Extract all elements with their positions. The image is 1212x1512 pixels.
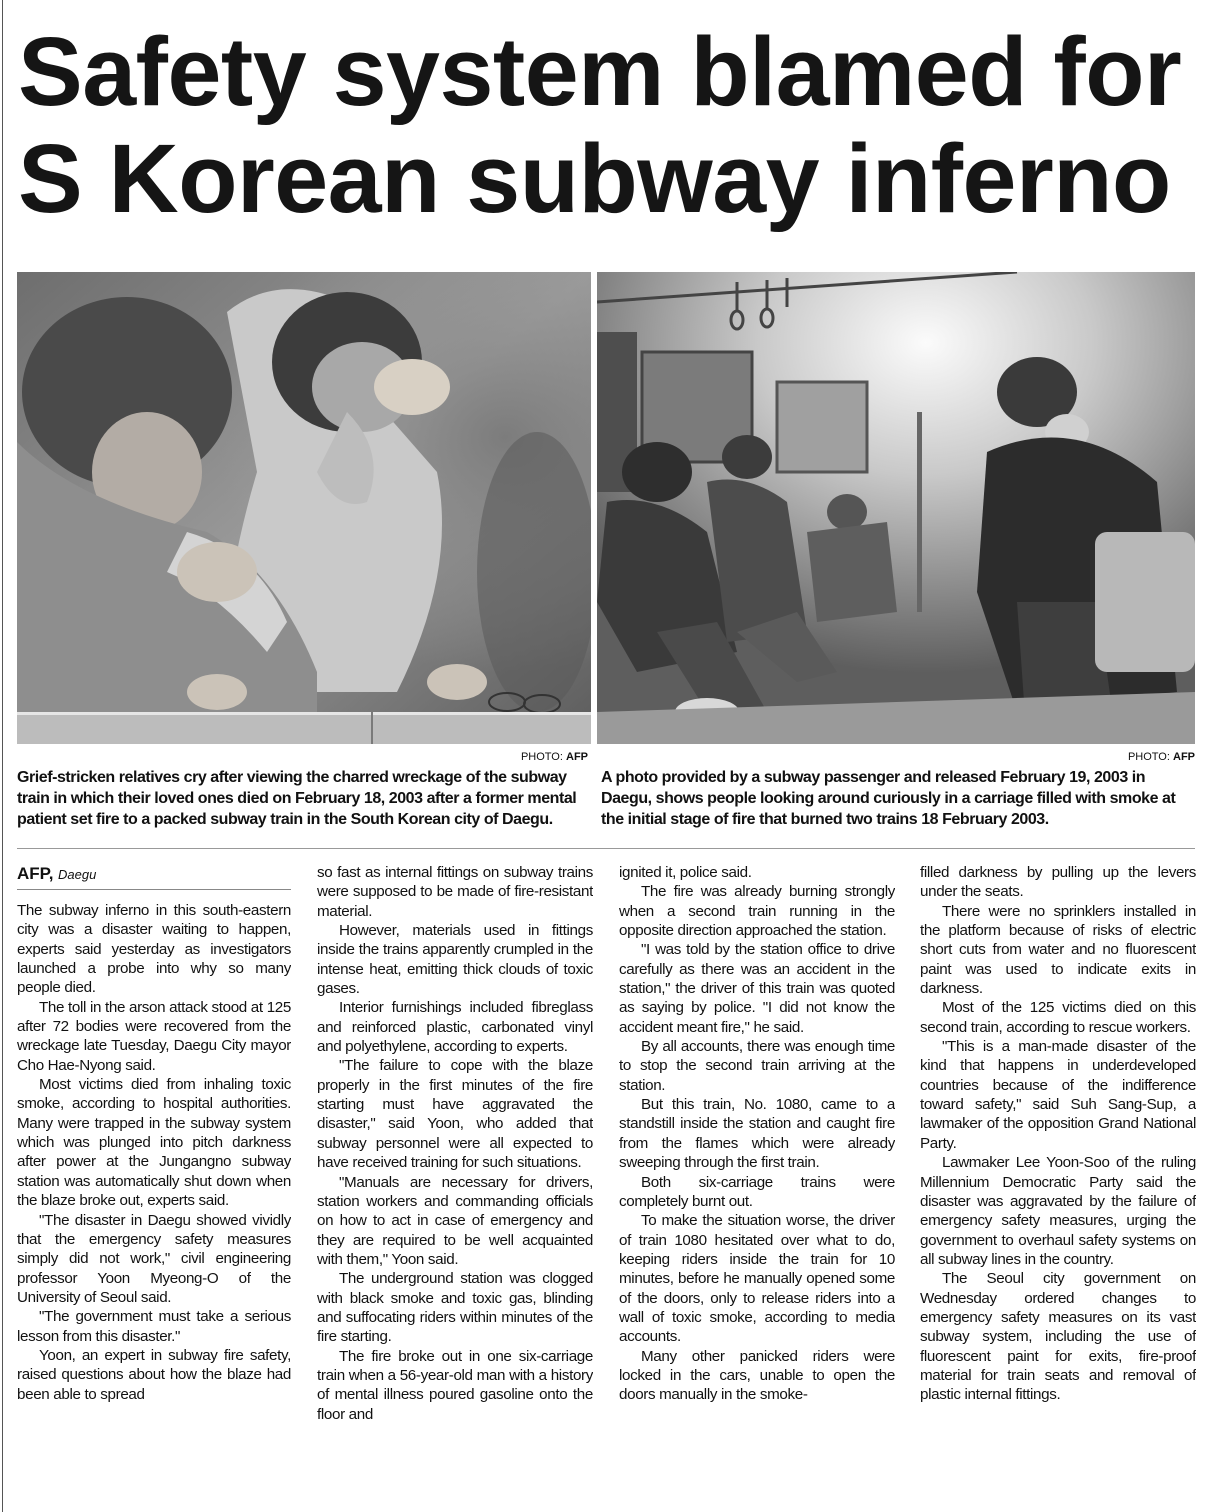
article-paragraph: The subway inferno in this south-eastern city was a disaster waiting to happen, experts said yesterday as investigators launched a probe into why so many people died. — [17, 902, 291, 997]
page-border-line — [2, 0, 3, 1512]
article-paragraph: The fire broke out in one six-carriage train when a 56-year-old man with a history of mental illness poured gasoline onto the floor and — [317, 1347, 593, 1423]
photo-credit — [460, 751, 588, 764]
article-paragraph: The fire was already burning strongly when a second train running in the opposite direction approached the station. — [619, 883, 895, 940]
credit-source: AFP — [1173, 751, 1195, 763]
article-column-4 — [920, 863, 1196, 1509]
article-paragraph: However, materials used in fittings inside the trains apparently crumpled in the intense heat, emitting thick clouds of toxic gases. — [317, 922, 593, 998]
headline: Safety system blamed for S Korean subway inferno — [18, 17, 1182, 233]
photo-smoke-filled-carriage — [597, 272, 1195, 744]
article-paragraph: The underground station was clogged with black smoke and toxic gas, blinding and suffocating riders within minutes of the fire starting. — [317, 1270, 593, 1346]
article-paragraph: But this train, No. 1080, came to a standstill inside the station and caught fire from the flames which were already sweeping through the first train. — [619, 1096, 895, 1172]
byline-place: Daegu — [58, 867, 97, 882]
credit-prefix: PHOTO: — [1127, 751, 1170, 763]
article-paragraph: ignited it, police said. — [619, 864, 752, 881]
article-column-1 — [17, 901, 291, 1509]
article-paragraph: There were no sprinklers installed in the platform because of risks of electric short cuts from water and no fluorescent paint was used to indicate exits in darkness. — [920, 902, 1196, 998]
photo-caption: A photo provided by a subway passenger and released February 19, 2003 in Daegu, shows people looking around curiously in a carriage filled with smoke at the initial stage of fire that burned two trains 18 February 2003. — [601, 769, 1176, 828]
article-paragraph: "The failure to cope with the blaze properly in the first minutes of the fire starting must have aggravated the disaster," said Yoon, who added that subway personnel were all expected to have received training for such situations. — [317, 1057, 593, 1172]
article-paragraph: so fast as internal fittings on subway trains were supposed to be made of fire-resistant material. — [317, 864, 593, 920]
article-paragraph: "I was told by the station office to drive carefully as there was an accident in the station," the driver of this train was quoted as saying by police. "I did not know the accident meant fire," he said. — [619, 941, 895, 1036]
photo-caption: Grief-stricken relatives cry after viewing the charred wreckage of the subway train in which their loved ones died on February 18, 2003 after a former mental patient set fire to a packed subway train in the South Korean city of Daegu. — [17, 769, 577, 828]
credit-source: AFP — [566, 751, 588, 763]
article-paragraph: Interior furnishings included fibreglass and reinforced plastic, carbonated vinyl and polyethylene, according to experts. — [317, 999, 593, 1056]
article-paragraph: Both six-carriage trains were completely burnt out. — [619, 1173, 895, 1210]
article-paragraph: Most victims died from inhaling toxic smoke, according to hospital authorities. Many were trapped in the subway system which was plunged into pitch darkness after power at the Jungangno subway station was automatically shut down when the blaze broke out, experts said. — [17, 1076, 291, 1210]
article-paragraph: Lawmaker Lee Yoon-Soo of the ruling Millennium Democratic Party said the disaster was aggravated by the failure of emergency safety measures, urging the government to overhaul safety systems on all subway lines in the country. — [920, 1154, 1196, 1268]
credit-prefix: PHOTO: — [520, 751, 563, 763]
article-paragraph: Most of the 125 victims died on this second train, according to rescue workers. — [920, 999, 1196, 1036]
article-paragraph: "Manuals are necessary for drivers, station workers and commanding officials on how to act in case of emergency and they are required to be well acquainted with them," Yoon said. — [317, 1173, 593, 1268]
article-paragraph: "The government must take a serious lesson from this disaster." — [17, 1308, 291, 1345]
article-paragraph: Yoon, an expert in subway fire safety, raised questions about how the blaze had been able to spread — [17, 1346, 291, 1403]
photo-grieving-relatives — [17, 272, 591, 744]
article-paragraph: Many other panicked riders were locked in the cars, unable to open the doors manually in the smoke- — [619, 1347, 895, 1404]
article-paragraph: "This is a man-made disaster of the kind that happens in underdeveloped countries because of the indifference toward safety," said Suh Sang-Sup, a lawmaker of the opposition Grand National Party. — [920, 1038, 1196, 1152]
article-paragraph: filled darkness by pulling up the levers under the seats. — [920, 864, 1196, 901]
byline — [17, 864, 291, 890]
article-paragraph: "The disaster in Daegu showed vividly that the emergency safety measures simply did not work," civil engineering professor Yoon Myeong-O of the University of Seoul said. — [17, 1211, 291, 1306]
article-column-3 — [619, 863, 895, 1509]
section-divider — [17, 848, 1195, 849]
article-paragraph: By all accounts, there was enough time to stop the second train arriving at the station. — [619, 1038, 895, 1094]
article-paragraph: To make the situation worse, the driver of train 1080 hesitated over what to do, keeping riders inside the train for 10 minutes, before he manually opened some of the doors, only to release riders into a wall of toxic smoke, according to media accounts. — [619, 1212, 895, 1346]
article-paragraph: The toll in the arson attack stood at 125 after 72 bodies were recovered from the wreckage late Tuesday, Daegu City mayor Cho Hae-Nyong said. — [17, 998, 291, 1074]
photo-credit — [1060, 751, 1195, 764]
byline-agency: AFP, — [17, 864, 54, 883]
article-paragraph: The Seoul city government on Wednesday ordered changes to emergency safety measures on its vast subway system, including the use of fluorescent paint for exits, fire-proof material for train seats and removal of plastic internal fittings. — [920, 1270, 1196, 1404]
article-column-2 — [317, 863, 593, 1509]
